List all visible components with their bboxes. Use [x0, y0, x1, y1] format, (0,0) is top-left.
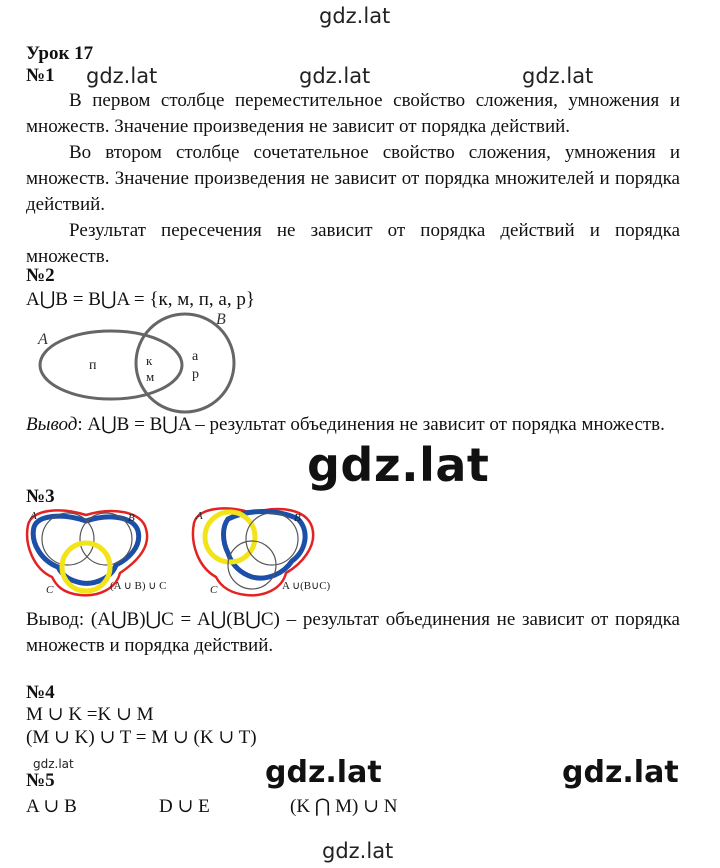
task1-paragraph-2: Во втором столбце сочетательное свойство сложения, умножения и множеств. Значение произведения не зависит от порядка множителей и порядка действий. [26, 142, 680, 215]
task3-conclusion: Вывод: (A⋃B)⋃C = A⋃(B⋃C) – результат объединения не зависит от порядка множеств и порядка действий. [26, 609, 680, 656]
task1-number: №1 [26, 65, 55, 86]
task1-paragraph-3: Результат пересечения не зависит от порядка действий и порядка множеств. [26, 220, 680, 267]
watermark-center: gdz.lat [307, 438, 490, 492]
label-c: C [46, 584, 54, 596]
common-element-bottom: м [146, 369, 155, 384]
task3-venn-left [22, 505, 182, 597]
watermark-row1-left: gdz.lat [86, 64, 158, 88]
label-b: B [294, 512, 301, 524]
task4-number: №4 [26, 682, 55, 703]
only-a-element: п [89, 358, 97, 373]
watermark-footer: gdz.lat [322, 839, 394, 863]
task4-line1: M ∪ K =K ∪ M [26, 704, 154, 725]
task5-expr3: (K ⋂ M) ∪ N [290, 796, 398, 817]
task5-expr2: D ∪ E [159, 796, 210, 817]
task2-conclusion-label: Вывод [26, 414, 78, 435]
set-a-circle [42, 513, 94, 565]
watermark-row1-right: gdz.lat [522, 64, 594, 88]
task2-conclusion [26, 412, 680, 438]
task4-line2: (M ∪ K) ∪ T = M ∪ (K ∪ T) [26, 727, 257, 748]
task2-formula: A⋃B = B⋃A = {к, м, п, а, р} [26, 289, 255, 310]
task2-number: №2 [26, 265, 55, 286]
task5-expr1: A ∪ B [26, 796, 77, 817]
watermark-bottom-right: gdz.lat [562, 755, 679, 790]
common-element-top: к [146, 353, 153, 368]
set-a-label: A [38, 331, 48, 348]
caption-left: (A ∪ B) ∪ C [110, 580, 167, 592]
lesson-title: Урок 17 [26, 43, 94, 64]
caption-right: A ∪(B∪C) [282, 580, 331, 592]
label-c: C [210, 584, 218, 596]
task1-body [26, 88, 680, 270]
task5-number: №5 [26, 770, 55, 791]
label-a: A [30, 510, 37, 522]
label-a: A [196, 510, 203, 522]
blue-union-outline [33, 516, 138, 583]
label-b: B [128, 512, 135, 524]
task3-venn-right [188, 505, 348, 597]
watermark-row1-mid: gdz.lat [299, 64, 371, 88]
task3-number: №3 [26, 486, 55, 507]
only-b-element-top: а [192, 349, 199, 364]
watermark-top: gdz.lat [319, 4, 391, 28]
task1-paragraph-1: В первом столбце переместительное свойство сложения, умножения и множеств. Значение произведения не зависит от порядка действий. [26, 90, 680, 137]
task2-venn-diagram [30, 310, 250, 415]
only-b-element-bottom: р [192, 367, 199, 382]
watermark-bottom-mid: gdz.lat [265, 755, 382, 790]
set-b-label: B [216, 311, 226, 328]
watermark-small: gdz.lat [33, 757, 74, 771]
task2-conclusion-text: : A⋃B = B⋃A – результат объединения не зависит от порядка множеств. [77, 414, 665, 435]
set-a-ellipse [40, 331, 182, 399]
